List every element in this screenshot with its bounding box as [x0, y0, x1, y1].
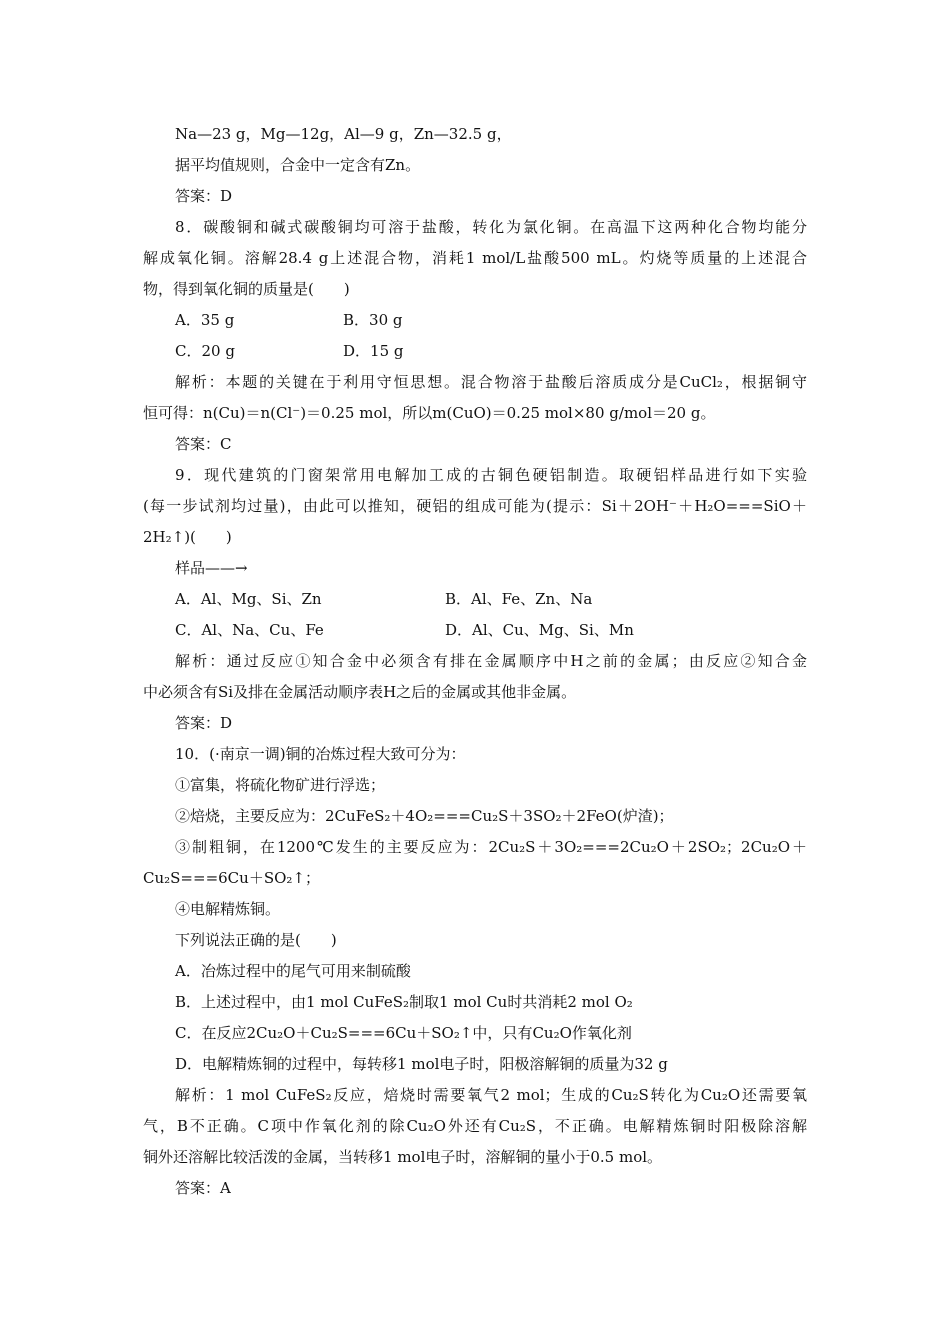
question-10-stem: 10．(·南京一调)铜的冶炼过程大致可分为：: [175, 745, 466, 763]
option-d: D．15 g: [343, 342, 404, 360]
explanation-line: 铜外还溶解比较活泼的金属，当转移1 mol电子时，溶解铜的量小于0.5 mol。: [143, 1148, 663, 1166]
option-c: C．20 g: [175, 342, 235, 360]
explanation-line: 解析：1 mol CuFeS₂反应，焙烧时需要氧气2 mol；生成的Cu₂S转化为Cu₂O还需要氧: [175, 1086, 807, 1104]
question-9-stem: 9．现代建筑的门窗架常用电解加工成的古铜色硬铝制造。取硬铝样品进行如下实验: [175, 466, 807, 484]
question-10-prompt: 下列说法正确的是( ): [175, 931, 337, 949]
explanation-line: 气，B不正确。C项中作氧化剂的除Cu₂O外还有Cu₂S，不正确。电解精炼铜时阳极除溶解: [143, 1117, 807, 1135]
answer-line: 答案：D: [175, 714, 233, 732]
option-c: C．Al、Na、Cu、Fe: [175, 621, 324, 639]
option-b: B．30 g: [343, 311, 403, 329]
step-1: ①富集，将硫化物矿进行浮选；: [175, 776, 386, 794]
option-b: B．Al、Fe、Zn、Na: [445, 590, 593, 608]
option-d: D．Al、Cu、Mg、Si、Mn: [445, 621, 634, 639]
text-line: 据平均值规则，合金中一定含有Zn。: [175, 156, 421, 174]
option-c: C．在反应2Cu₂O＋Cu₂S===6Cu＋SO₂↑中，只有Cu₂O作氧化剂: [175, 1024, 632, 1042]
option-b: B．上述过程中，由1 mol CuFeS₂制取1 mol Cu时共消耗2 mol O₂: [175, 993, 633, 1011]
answer-line: 答案：A: [175, 1179, 231, 1197]
flow-diagram-label: 样品——→: [175, 559, 248, 577]
option-d: D．电解精炼铜的过程中，每转移1 mol电子时，阳极溶解铜的质量为32 g: [175, 1055, 668, 1073]
question-8-stem: 解成氧化铜。溶解28.4 g上述混合物，消耗1 mol/L盐酸500 mL。灼烧等质量的上述混合: [143, 249, 807, 267]
step-4: ④电解精炼铜。: [175, 900, 281, 918]
explanation-line: 解析：本题的关键在于利用守恒思想。混合物溶于盐酸后溶质成分是CuCl₂，根据铜守: [175, 373, 807, 391]
explanation-line: 解析：通过反应①知合金中必须含有排在金属顺序中H之前的金属；由反应②知合金: [175, 652, 807, 670]
step-2: ②焙烧，主要反应为：2CuFeS₂＋4O₂===Cu₂S＋3SO₂＋2FeO(炉渣)；: [175, 807, 674, 825]
step-3: ③制粗铜，在1200℃发生的主要反应为：2Cu₂S＋3O₂===2Cu₂O＋2SO₂；2Cu₂O＋: [175, 838, 807, 856]
explanation-line: 恒可得：n(Cu)＝n(Cl⁻)＝0.25 mol，所以m(CuO)＝0.25 mol×80 g/mol＝20 g。: [143, 404, 716, 422]
question-9-stem: (每一步试剂均过量)，由此可以推知，硬铝的组成可能为(提示：Si＋2OH⁻＋H₂O===SiO＋: [143, 497, 807, 515]
question-8-stem: 物，得到氧化铜的质量是( ): [143, 280, 350, 298]
question-9-stem: 2H₂↑)( ): [143, 528, 232, 546]
answer-line: 答案：D: [175, 187, 233, 205]
answer-line: 答案：C: [175, 435, 232, 453]
text-line: Na—23 g，Mg—12g，Al—9 g，Zn—32.5 g，: [175, 125, 512, 143]
step-3: Cu₂S===6Cu＋SO₂↑；: [143, 869, 320, 887]
option-a: A．35 g: [175, 311, 235, 329]
option-a: A．Al、Mg、Si、Zn: [175, 590, 322, 608]
question-8-stem: 8．碳酸铜和碱式碳酸铜均可溶于盐酸，转化为氯化铜。在高温下这两种化合物均能分: [175, 218, 807, 236]
explanation-line: 中必须含有Si及排在金属活动顺序表H之后的金属或其他非金属。: [143, 683, 577, 701]
option-a: A．冶炼过程中的尾气可用来制硫酸: [175, 962, 411, 980]
